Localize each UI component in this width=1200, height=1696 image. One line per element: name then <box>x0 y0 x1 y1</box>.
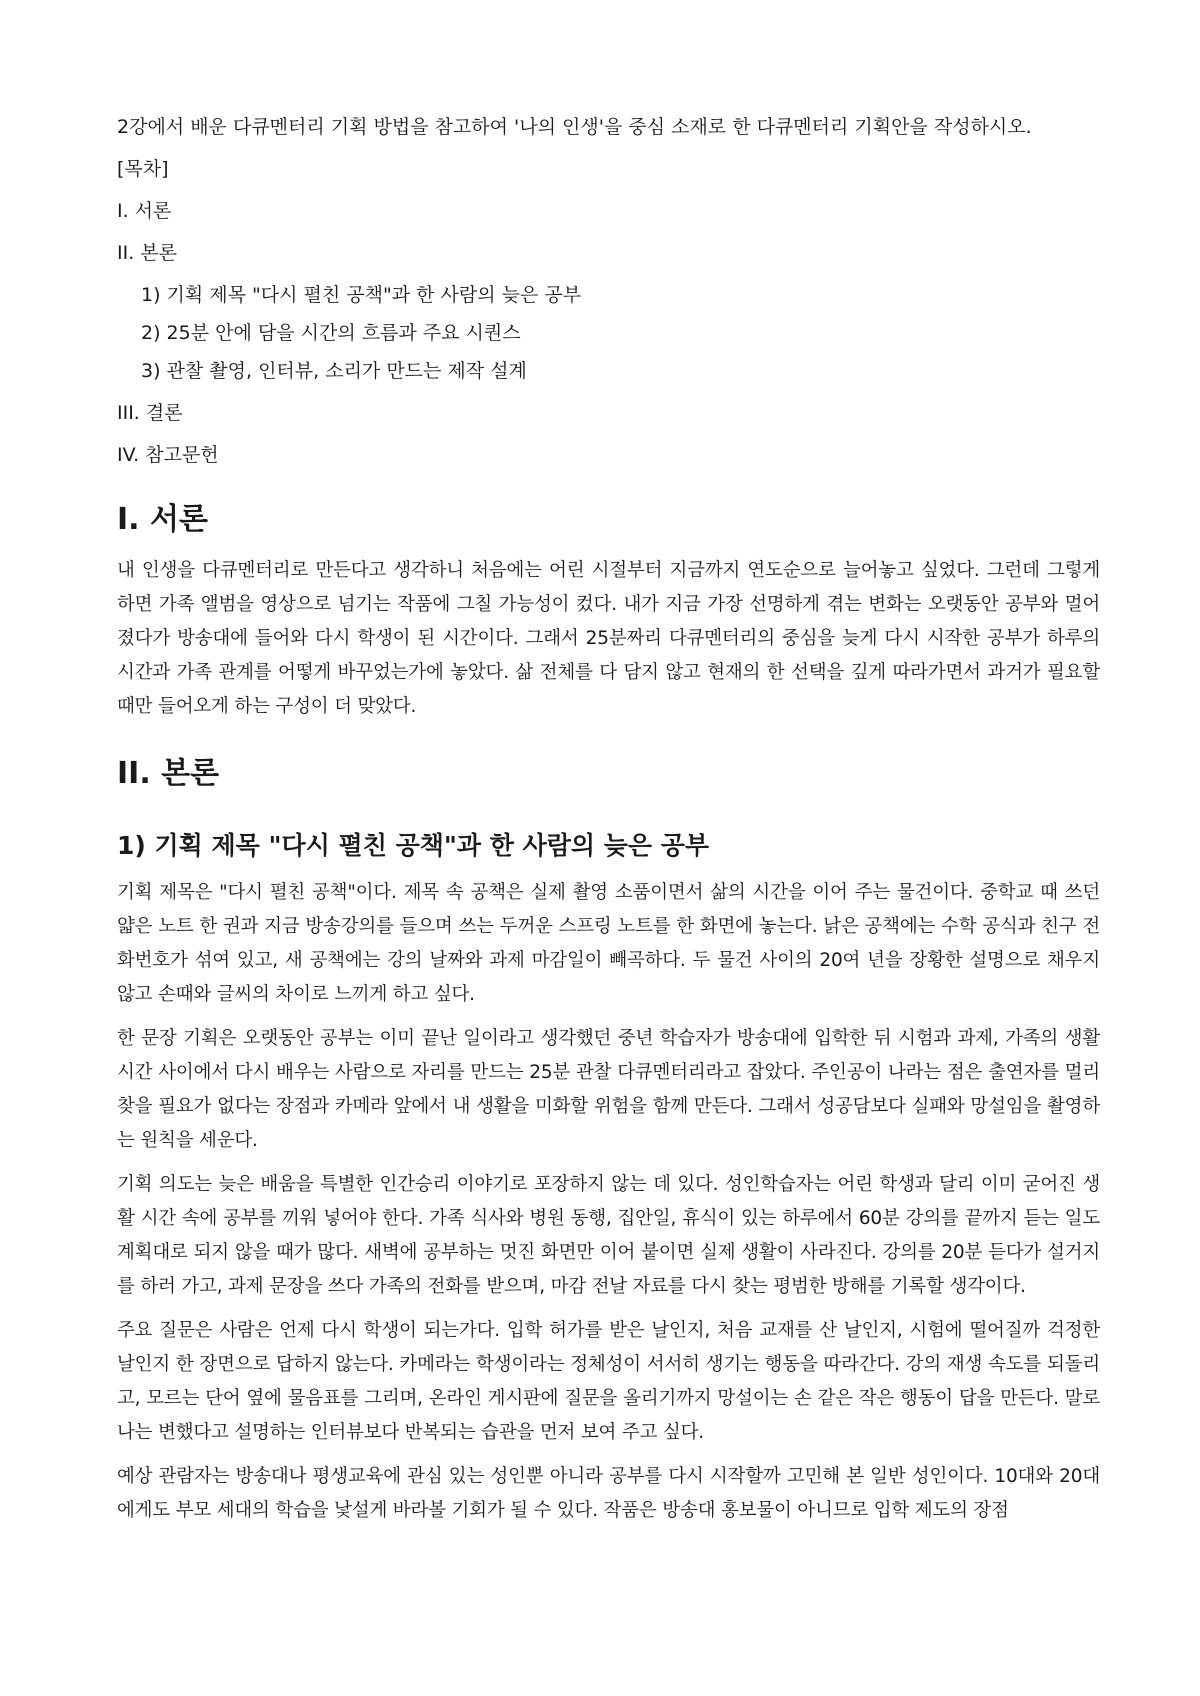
body-paragraph: 기획 제목은 "다시 펼친 공책"이다. 제목 속 공책은 실제 촬영 소품이면서 삶의 시간을 이어 주는 물건이다. 중학교 때 쓰던 얇은 노트 한 권과 지금 방송강의를 들으며 쓰는 두꺼운 스프링 노트를 한 화면에 놓는다. 낡은 공책에는 수학 공식과 친구 전화번호가 섞여 있고, 새 공책에는 강의 날짜와 과제 마감일이 빼곡하다. 두 물건 사이의 20여 년을 장황한 설명으로 채우지 않고 손때와 글씨의 차이로 느끼게 하고 싶다. <box>117 882 1100 1005</box>
toc-item-conclusion: III. 결론 <box>117 402 183 424</box>
toc-item-references: IV. 참고문헌 <box>117 444 219 466</box>
toc-subitem-2: 2) 25분 안에 담을 시간의 흐름과 주요 시퀀스 <box>141 322 521 344</box>
subsection-heading-1: 1) 기획 제목 "다시 펼친 공책"과 한 사람의 늦은 공부 <box>117 831 710 860</box>
toc-label: [목차] <box>117 158 169 180</box>
assignment-prompt: 2강에서 배운 다큐멘터리 기획 방법을 참고하여 '나의 인생'을 중심 소재로 한 다큐멘터리 기획안을 작성하시오. <box>117 116 1032 138</box>
section-heading-intro: I. 서론 <box>117 502 208 537</box>
intro-paragraph: 내 인생을 다큐멘터리로 만든다고 생각하니 처음에는 어린 시절부터 지금까지 연도순으로 늘어놓고 싶었다. 그런데 그렇게 하면 가족 앨범을 영상으로 넘기는 작품에 그칠 가능성이 컸다. 내가 지금 가장 선명하게 겪는 변화는 오랫동안 공부와 멀어졌다가 방송대에 들어와 다시 학생이 된 시간이다. 그래서 25분짜리 다큐멘터리의 중심을 늦게 다시 시작한 공부가 하루의 시간과 가족 관계를 어떻게 바꾸었는가에 놓았다. 삶 전체를 다 담지 않고 현재의 한 선택을 깊게 따라가면서 과거가 필요할 때만 들어오게 하는 구성이 더 맞았다. <box>117 560 1100 717</box>
body-paragraph: 기획 의도는 늦은 배움을 특별한 인간승리 이야기로 포장하지 않는 데 있다. 성인학습자는 어린 학생과 달리 이미 굳어진 생활 시간 속에 공부를 끼워 넣어야 한다. 가족 식사와 병원 동행, 집안일, 휴식이 있는 하루에서 60분 강의를 끝까지 듣는 일도 계획대로 되지 않을 때가 많다. 새벽에 공부하는 멋진 화면만 이어 붙이면 실제 생활이 사라진다. 강의를 20분 듣다가 설거지를 하러 가고, 과제 문장을 쓰다 가족의 전화를 받으며, 마감 전날 자료를 다시 찾는 평범한 방해를 기록할 생각이다. <box>117 1174 1100 1297</box>
toc-item-body: II. 본론 <box>117 242 177 264</box>
body-paragraph: 한 문장 기획은 오랫동안 공부는 이미 끝난 일이라고 생각했던 중년 학습자가 방송대에 입학한 뒤 시험과 과제, 가족의 생활 시간 사이에서 다시 배우는 사람으로 자리를 만드는 25분 관찰 다큐멘터리라고 잡았다. 주인공이 나라는 점은 출연자를 멀리 찾을 필요가 없다는 장점과 카메라 앞에서 내 생활을 미화할 위험을 함께 만든다. 그래서 성공담보다 실패와 망설임을 촬영하는 원칙을 세운다. <box>117 1028 1100 1151</box>
section-heading-body: II. 본론 <box>117 756 220 791</box>
toc-item-intro: I. 서론 <box>117 200 172 222</box>
table-of-contents <box>117 154 1100 470</box>
body-paragraph: 주요 질문은 사람은 언제 다시 학생이 되는가다. 입학 허가를 받은 날인지, 처음 교재를 산 날인지, 시험에 떨어질까 걱정한 날인지 한 장면으로 답하지 않는다. 카메라는 학생이라는 정체성이 서서히 생기는 행동을 따라간다. 강의 재생 속도를 되돌리고, 모르는 단어 옆에 물음표를 그리며, 온라인 게시판에 질문을 올리기까지 망설이는 손 같은 작은 행동이 답을 만든다. 말로 나는 변했다고 설명하는 인터뷰보다 반복되는 습관을 먼저 보여 주고 싶다. <box>117 1320 1100 1443</box>
toc-subitem-3: 3) 관찰 촬영, 인터뷰, 소리가 만드는 제작 설계 <box>141 360 527 382</box>
body-paragraph: 예상 관람자는 방송대나 평생교육에 관심 있는 성인뿐 아니라 공부를 다시 시작할까 고민해 본 일반 성인이다. 10대와 20대에게도 부모 세대의 학습을 낯설게 바라볼 기회가 될 수 있다. 작품은 방송대 홍보물이 아니므로 입학 제도의 장점 <box>117 1466 1100 1521</box>
toc-subitem-1: 1) 기획 제목 "다시 펼친 공책"과 한 사람의 늦은 공부 <box>141 284 582 306</box>
